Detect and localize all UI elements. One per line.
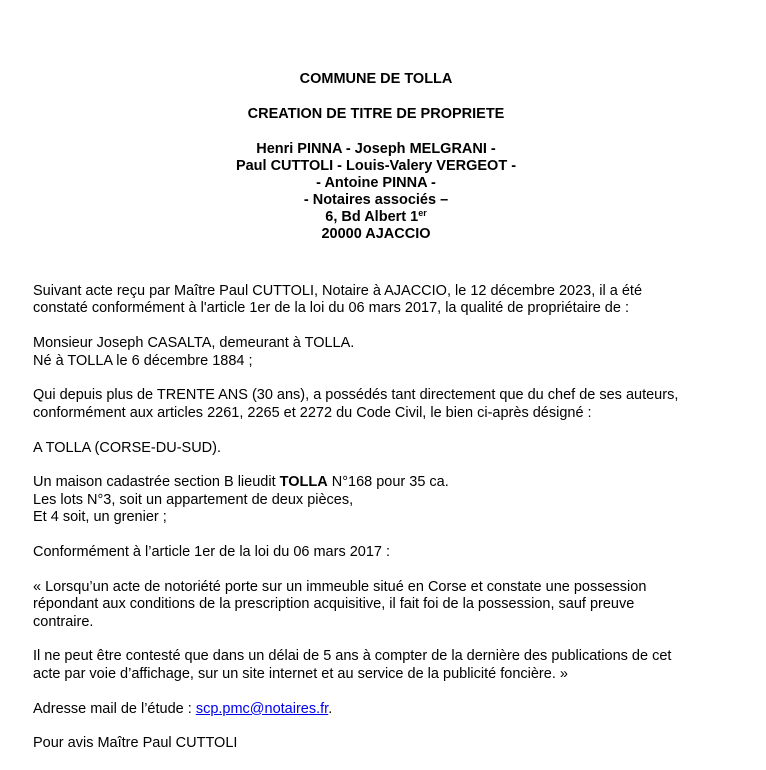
- quote-paragraph: [33, 579, 733, 631]
- document-header: [0, 71, 752, 243]
- location-line: A TOLLA (CORSE-DU-SUD).: [33, 439, 222, 456]
- email-period: .: [328, 700, 333, 717]
- possession-paragraph: [33, 387, 733, 422]
- property-line-1: [33, 474, 733, 491]
- quote-line-3: contraire.: [33, 613, 94, 630]
- property-line-1-end: N°168 pour 35 ca.: [327, 474, 449, 491]
- intro-paragraph: [33, 283, 733, 318]
- property-line-2: Les lots N°3, soit un appartement de deux pièces,: [33, 491, 354, 508]
- property-line-1-start: Un maison cadastrée section B lieudit: [33, 474, 280, 491]
- intro-line-1: Suivant acte reçu par Maître Paul CUTTOLI, Notaire à AJACCIO, le 12 décembre 2023, il a été: [33, 283, 643, 299]
- email-paragraph: [33, 701, 733, 718]
- contest-line-1: Il ne peut être contesté que dans un délai de 5 ans à compter de la dernière des publications de cet: [33, 648, 672, 665]
- office-street-sup: er: [418, 208, 427, 218]
- intro-line-2: constaté conformément à l'article 1er de la loi du 06 mars 2017, la qualité de propriétaire de :: [33, 300, 629, 317]
- commune-title: COMMUNE DE TOLLA: [299, 71, 453, 87]
- quote-line-2: répondant aux conditions de la prescription acquisitive, il fait foi de la possession, sauf preuve: [33, 596, 635, 613]
- law-intro-line: Conformément à l’article 1er de la loi du 06 mars 2017 :: [33, 544, 391, 561]
- office-street-text: 6, Bd Albert 1: [325, 209, 419, 225]
- notaires-line-4: - Notaires associés –: [303, 192, 449, 208]
- contest-paragraph: [33, 648, 733, 683]
- owner-paragraph: [33, 335, 733, 370]
- property-line-3: Et 4 soit, un grenier ;: [33, 509, 167, 526]
- closing-paragraph: [33, 735, 733, 752]
- owner-line-1: Monsieur Joseph CASALTA, demeurant à TOLLA.: [33, 335, 355, 352]
- notaires-line-1: Henri PINNA - Joseph MELGRANI -: [256, 141, 496, 157]
- contest-line-2: acte par voie d’affichage, sur un site internet et au service de la publicité foncière. »: [33, 665, 568, 682]
- notaires-line-3: - Antoine PINNA -: [316, 175, 436, 191]
- document-title: CREATION DE TITRE DE PROPRIETE: [247, 106, 505, 122]
- property-paragraph: [33, 474, 733, 526]
- document-body: [33, 283, 733, 770]
- office-street: [0, 209, 752, 226]
- email-line: [33, 701, 733, 718]
- quote-line-1: « Lorsqu’un acte de notoriété porte sur un immeuble situé en Corse et constate une possession: [33, 578, 647, 595]
- email-link[interactable]: scp.pmc@notaires.fr: [195, 700, 329, 717]
- closing-line: Pour avis Maître Paul CUTTOLI: [33, 735, 238, 752]
- email-label: Adresse mail de l’étude :: [33, 700, 196, 717]
- location-paragraph: [33, 440, 733, 457]
- law-intro-paragraph: [33, 544, 733, 561]
- possession-line-2: conformément aux articles 2261, 2265 et 2272 du Code Civil, le bien ci-après désigné :: [33, 404, 592, 421]
- notaires-line-2: Paul CUTTOLI - Louis-Valery VERGEOT -: [235, 158, 517, 174]
- possession-line-1: Qui depuis plus de TRENTE ANS (30 ans), a possédés tant directement que du chef de ses auteurs,: [33, 387, 679, 404]
- office-city: 20000 AJACCIO: [321, 226, 431, 242]
- owner-line-2: Né à TOLLA le 6 décembre 1884 ;: [33, 352, 253, 369]
- property-lieudit: TOLLA: [279, 474, 328, 491]
